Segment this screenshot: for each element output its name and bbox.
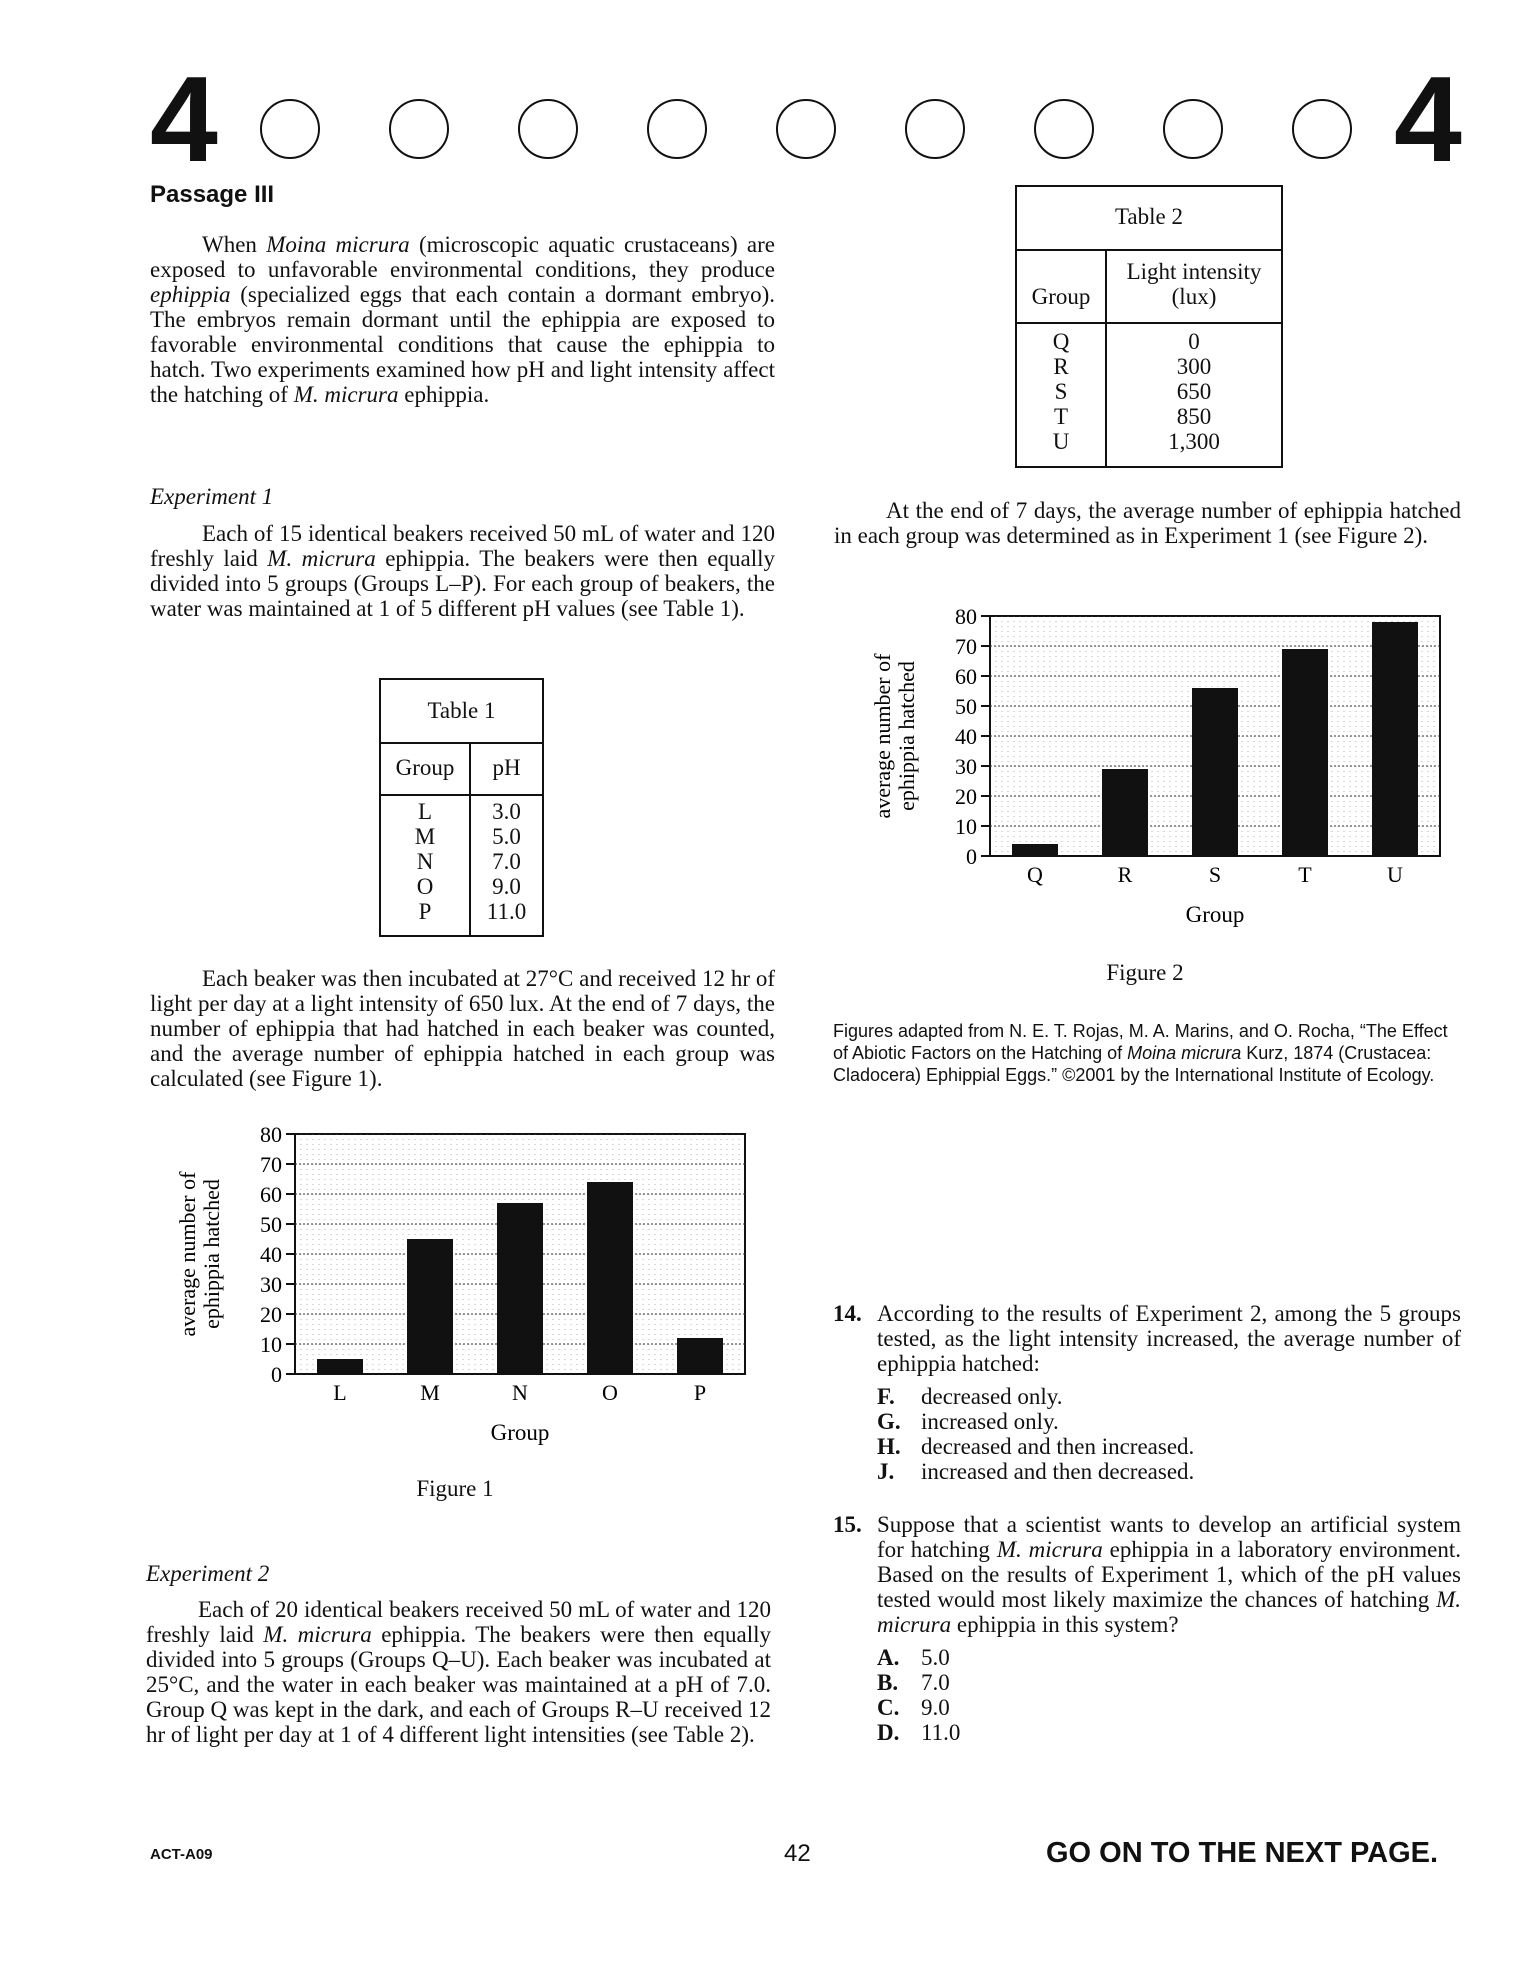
table-2-caption: Table 2 <box>1114 204 1183 229</box>
y-tick-label: 10 <box>260 1332 282 1357</box>
x-tick-label: M <box>420 1380 440 1405</box>
table-2-values: 0 300 650 850 1,300 <box>1168 329 1220 454</box>
bar-O <box>587 1182 633 1374</box>
bar-T <box>1282 649 1328 856</box>
y-axis-label: average number of <box>175 1171 200 1337</box>
y-tick-label: 80 <box>955 604 977 629</box>
x-tick-label: T <box>1298 862 1312 887</box>
figure-1-chart <box>165 1118 765 1448</box>
x-tick-label: U <box>1387 862 1403 887</box>
experiment-1-title: Experiment 1 <box>150 484 274 509</box>
figure-1-caption: Figure 1 <box>416 1476 494 1501</box>
question-15-option[interactable]: C. 9.0 <box>877 1695 950 1720</box>
y-tick-label: 20 <box>955 784 977 809</box>
question-14-option[interactable]: H. decreased and then increased. <box>877 1434 1195 1459</box>
header-circle <box>905 99 965 159</box>
question-15-stem: Suppose that a scientist wants to develop an artificial system for hatching M. micrura ephippia in a laboratory environment. Based on the results of Experiment 1, which of the pH values tested would most likely maximize the chances of hatching M. micrura ephippia in this system? <box>877 1512 1462 1637</box>
bar-P <box>677 1338 723 1374</box>
y-tick-label: 60 <box>260 1182 282 1207</box>
y-tick-label: 50 <box>955 694 977 719</box>
table-1-values: 3.0 5.0 7.0 9.0 11.0 <box>486 799 527 924</box>
y-tick-label: 80 <box>260 1122 282 1147</box>
x-tick-label: N <box>512 1380 528 1405</box>
header-circle <box>1034 99 1094 159</box>
x-tick-label: O <box>602 1380 618 1405</box>
x-tick-label: R <box>1117 862 1133 887</box>
bar-U <box>1372 622 1418 856</box>
question-14-option[interactable]: J. increased and then decreased. <box>877 1459 1195 1484</box>
question-14-number: 14. <box>833 1301 862 1326</box>
experiment-2-paragraph-2: At the end of 7 days, the average number of ephippia hatched in each group was determined as in Experiment 1 (see Figure 2). <box>834 498 1461 548</box>
bar-R <box>1102 769 1148 856</box>
experiment-2-paragraph-1: Each of 20 identical beakers received 50 mL of water and 120 freshly laid M. micrura ephippia. The beakers were then equally divided into 5 groups (Groups Q–U). Each beaker was incubated at 25°C, and the water in each beaker was maintained at a pH of 7.0. Group Q was kept in the dark, and each of Groups R–U received 12 hr of light per day at 1 of 4 different light intensities (see Table 2). <box>146 1597 772 1747</box>
header-circle <box>776 99 836 159</box>
section-number-left: 4 <box>150 51 218 187</box>
question-15-number: 15. <box>833 1512 862 1537</box>
question-14-option[interactable]: F. decreased only. <box>877 1384 1063 1409</box>
table-2 <box>1015 185 1283 468</box>
question-15 <box>833 1512 1461 1745</box>
y-tick-label: 0 <box>271 1362 282 1387</box>
x-tick-label: P <box>693 1380 707 1405</box>
x-tick-label: S <box>1208 862 1222 887</box>
y-tick-label: 10 <box>955 814 977 839</box>
x-tick-label: Q <box>1027 862 1043 887</box>
intro-paragraph: When Moina micrura (microscopic aquatic crustaceans) are exposed to unfavorable environmental conditions, they produce ephippia (specialized eggs that each contain a dormant embryo). The embryos remain dormant until the ephippia are exposed to favorable environmental conditions that cause the ephippia to hatch. Two experiments examined how pH and light intensity affect the hatching of M. micrura ephippia. <box>150 232 775 407</box>
experiment-1-paragraph-2: Each beaker was then incubated at 27°C and received 12 hr of light per day at a light intensity of 650 lux. At the end of 7 days, the number of ephippia that had hatched in each beaker was counted, and the average number of ephippia hatched in each group was calculated (see Figure 1). <box>150 966 775 1091</box>
y-axis-label: ephippia hatched <box>199 1179 224 1329</box>
question-14-stem: According to the results of Experiment 2, among the 5 groups tested, as the light intensity increased, the average number of ephippia hatched: <box>877 1301 1461 1376</box>
question-15-option[interactable]: B. 7.0 <box>877 1670 950 1695</box>
table-1-caption: Table 1 <box>427 698 496 723</box>
header-circle <box>1292 99 1352 159</box>
x-axis-label: Group <box>490 1420 550 1445</box>
question-15-option[interactable]: A. 5.0 <box>877 1645 950 1670</box>
y-tick-label: 60 <box>955 664 977 689</box>
table-1-header-group: Group <box>395 755 455 780</box>
question-15-option[interactable]: D. 11.0 <box>877 1720 961 1745</box>
header-circle <box>1163 99 1223 159</box>
y-axis-label: ephippia hatched <box>894 661 919 811</box>
y-tick-label: 50 <box>260 1212 282 1237</box>
page-number: 42 <box>784 1840 811 1867</box>
header-circle <box>647 99 707 159</box>
header-circle <box>518 99 578 159</box>
y-tick-label: 70 <box>955 634 977 659</box>
figure-credit: Figures adapted from N. E. T. Rojas, M. A. Marins, and O. Rocha, “The Effect of Abiotic Factors on the Hatching of Moina micrura Kurz, 1874 (Crustacea: Cladocera) Ephippial Eggs.” ©2001 by the International Institute of Ecology. <box>833 1021 1448 1085</box>
y-axis-label: average number of <box>870 653 895 819</box>
section-number-right: 4 <box>1394 51 1462 187</box>
y-tick-label: 40 <box>260 1242 282 1267</box>
passage-title: Passage III <box>150 181 275 208</box>
go-on-next-page: GO ON TO THE NEXT PAGE. <box>1046 1837 1439 1869</box>
bar-Q <box>1012 844 1058 856</box>
x-tick-label: L <box>333 1380 347 1405</box>
y-tick-label: 30 <box>955 754 977 779</box>
table-1-groups: L M N O P <box>414 799 436 924</box>
table-1-header-ph: pH <box>492 755 521 780</box>
y-tick-label: 70 <box>260 1152 282 1177</box>
x-axis-label: Group <box>1185 902 1245 927</box>
bar-L <box>317 1359 363 1374</box>
table-2-header-unit: (lux) <box>1171 284 1217 309</box>
experiment-1-paragraph-1: Each of 15 identical beakers received 50 mL of water and 120 freshly laid M. micrura ephippia. The beakers were then equally divided into 5 groups (Groups L–P). For each group of beakers, the water was maintained at 1 of 5 different pH values (see Table 1). <box>150 521 776 621</box>
header-circle <box>260 99 320 159</box>
table-2-header-group: Group <box>1031 284 1091 309</box>
y-tick-label: 30 <box>260 1272 282 1297</box>
figure-2-caption: Figure 2 <box>1106 960 1184 985</box>
y-tick-label: 20 <box>260 1302 282 1327</box>
table-2-groups: Q R S T U <box>1052 329 1070 454</box>
footer-test-code: ACT-A09 <box>150 1846 213 1863</box>
experiment-2-title: Experiment 2 <box>146 1561 270 1586</box>
bar-N <box>497 1203 543 1374</box>
table-1 <box>379 678 544 937</box>
y-tick-label: 0 <box>966 844 977 869</box>
question-14-option[interactable]: G. increased only. <box>877 1409 1059 1434</box>
table-2-header-light: Light intensity <box>1126 259 1262 284</box>
bar-S <box>1192 688 1238 856</box>
y-tick-label: 40 <box>955 724 977 749</box>
question-14 <box>833 1301 1461 1484</box>
header-circle <box>389 99 449 159</box>
figure-2-chart <box>860 600 1460 935</box>
bar-M <box>407 1239 453 1374</box>
